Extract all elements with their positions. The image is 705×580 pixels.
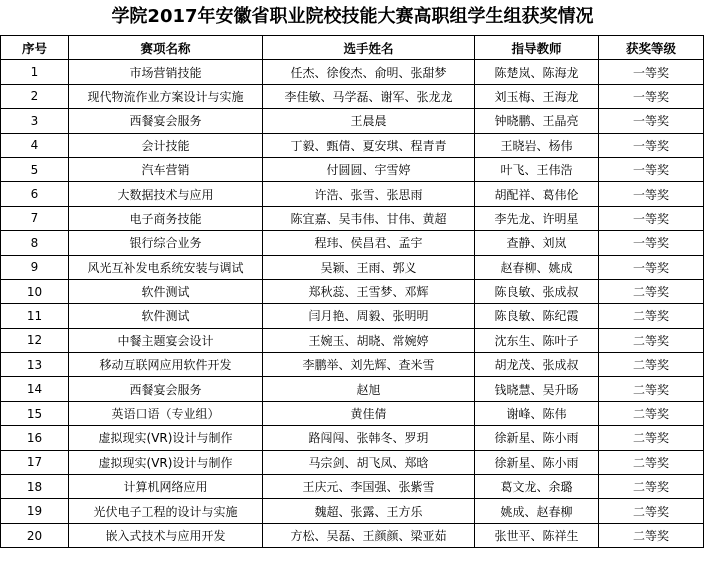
cell-award: 二等奖 <box>599 523 704 547</box>
cell-players: 郑秋蕊、王雪梦、邓辉 <box>263 279 475 303</box>
column-header-event: 赛项名称 <box>69 36 263 60</box>
cell-event: 虚拟现实(VR)设计与制作 <box>69 450 263 474</box>
column-header-players: 选手姓名 <box>263 36 475 60</box>
table-row <box>1 60 704 84</box>
cell-no: 8 <box>1 231 69 255</box>
cell-award: 一等奖 <box>599 157 704 181</box>
cell-teachers: 徐新星、陈小雨 <box>475 450 599 474</box>
cell-teachers: 胡龙茂、张成叔 <box>475 353 599 377</box>
cell-award: 二等奖 <box>599 475 704 499</box>
cell-award: 一等奖 <box>599 231 704 255</box>
table-row <box>1 255 704 279</box>
cell-players: 马宗剑、胡飞凤、郑晗 <box>263 450 475 474</box>
cell-event: 大数据技术与应用 <box>69 182 263 206</box>
cell-teachers: 沈东生、陈叶子 <box>475 328 599 352</box>
cell-teachers: 谢峰、陈伟 <box>475 401 599 425</box>
table-row <box>1 353 704 377</box>
table-row <box>1 401 704 425</box>
cell-players: 陈宜嘉、吴韦伟、甘伟、黄超 <box>263 206 475 230</box>
cell-players: 方松、吴磊、王颜颜、梁亚茹 <box>263 523 475 547</box>
cell-event: 电子商务技能 <box>69 206 263 230</box>
table-row <box>1 523 704 547</box>
cell-no: 6 <box>1 182 69 206</box>
cell-no: 17 <box>1 450 69 474</box>
cell-award: 二等奖 <box>599 279 704 303</box>
cell-award: 二等奖 <box>599 377 704 401</box>
cell-players: 路闯闯、张韩冬、罗玥 <box>263 426 475 450</box>
table-row <box>1 328 704 352</box>
cell-event: 银行综合业务 <box>69 231 263 255</box>
cell-teachers: 葛文龙、余璐 <box>475 475 599 499</box>
cell-award: 一等奖 <box>599 206 704 230</box>
cell-award: 二等奖 <box>599 353 704 377</box>
cell-no: 11 <box>1 304 69 328</box>
cell-teachers: 陈楚岚、陈海龙 <box>475 60 599 84</box>
table-row <box>1 304 704 328</box>
cell-award: 一等奖 <box>599 109 704 133</box>
cell-award: 一等奖 <box>599 60 704 84</box>
table-row <box>1 426 704 450</box>
cell-award: 二等奖 <box>599 499 704 523</box>
cell-award: 二等奖 <box>599 426 704 450</box>
table-row <box>1 231 704 255</box>
cell-award: 二等奖 <box>599 304 704 328</box>
cell-teachers: 陈良敏、陈纪霞 <box>475 304 599 328</box>
cell-event: 嵌入式技术与应用开发 <box>69 523 263 547</box>
table-row <box>1 182 704 206</box>
cell-event: 西餐宴会服务 <box>69 109 263 133</box>
cell-teachers: 胡配祥、葛伟伦 <box>475 182 599 206</box>
column-header-award: 获奖等级 <box>599 36 704 60</box>
cell-no: 1 <box>1 60 69 84</box>
cell-teachers: 钱晓慧、吴升旸 <box>475 377 599 401</box>
cell-no: 12 <box>1 328 69 352</box>
cell-award: 一等奖 <box>599 182 704 206</box>
cell-no: 18 <box>1 475 69 499</box>
cell-event: 光伏电子工程的设计与实施 <box>69 499 263 523</box>
cell-event: 英语口语（专业组） <box>69 401 263 425</box>
cell-no: 3 <box>1 109 69 133</box>
cell-players: 丁毅、甄倩、夏安琪、程青青 <box>263 133 475 157</box>
cell-event: 汽车营销 <box>69 157 263 181</box>
table-row <box>1 109 704 133</box>
cell-award: 一等奖 <box>599 84 704 108</box>
cell-teachers: 陈良敏、张成叔 <box>475 279 599 303</box>
cell-players: 李鹏举、刘先辉、查米雪 <box>263 353 475 377</box>
cell-no: 2 <box>1 84 69 108</box>
cell-players: 付圆圆、宇雪婷 <box>263 157 475 181</box>
cell-players: 王庆元、李国强、张紫雪 <box>263 475 475 499</box>
cell-event: 会计技能 <box>69 133 263 157</box>
cell-award: 二等奖 <box>599 328 704 352</box>
cell-no: 5 <box>1 157 69 181</box>
cell-teachers: 钟晓鹏、王晶亮 <box>475 109 599 133</box>
cell-no: 20 <box>1 523 69 547</box>
cell-teachers: 刘玉梅、王海龙 <box>475 84 599 108</box>
cell-teachers: 赵春柳、姚成 <box>475 255 599 279</box>
header-row <box>1 36 704 60</box>
page-title: 学院2017年安徽省职业院校技能大赛高职组学生组获奖情况 <box>111 6 594 27</box>
cell-event: 移动互联网应用软件开发 <box>69 353 263 377</box>
cell-no: 10 <box>1 279 69 303</box>
cell-players: 王婉玉、胡晓、常婉婷 <box>263 328 475 352</box>
cell-players: 任杰、徐俊杰、俞明、张甜梦 <box>263 60 475 84</box>
cell-no: 19 <box>1 499 69 523</box>
cell-players: 闫月艳、周毅、张明明 <box>263 304 475 328</box>
cell-event: 虚拟现实(VR)设计与制作 <box>69 426 263 450</box>
cell-no: 15 <box>1 401 69 425</box>
table-row <box>1 206 704 230</box>
table-row <box>1 84 704 108</box>
cell-teachers: 姚成、赵春柳 <box>475 499 599 523</box>
cell-players: 魏超、张露、王方乐 <box>263 499 475 523</box>
table-row <box>1 133 704 157</box>
cell-teachers: 李先龙、许明星 <box>475 206 599 230</box>
cell-event: 软件测试 <box>69 279 263 303</box>
cell-no: 14 <box>1 377 69 401</box>
cell-no: 9 <box>1 255 69 279</box>
column-header-no: 序号 <box>1 36 69 60</box>
award-table <box>0 35 704 548</box>
cell-award: 一等奖 <box>599 255 704 279</box>
cell-no: 13 <box>1 353 69 377</box>
cell-players: 王晨晨 <box>263 109 475 133</box>
cell-event: 中餐主题宴会设计 <box>69 328 263 352</box>
cell-event: 计算机网络应用 <box>69 475 263 499</box>
cell-award: 二等奖 <box>599 450 704 474</box>
cell-no: 4 <box>1 133 69 157</box>
cell-no: 7 <box>1 206 69 230</box>
cell-teachers: 叶飞、王伟浩 <box>475 157 599 181</box>
cell-teachers: 查静、刘岚 <box>475 231 599 255</box>
cell-players: 李佳敏、马学磊、谢军、张龙龙 <box>263 84 475 108</box>
cell-players: 黄佳倩 <box>263 401 475 425</box>
cell-event: 风光互补发电系统安装与调试 <box>69 255 263 279</box>
cell-event: 西餐宴会服务 <box>69 377 263 401</box>
cell-players: 赵旭 <box>263 377 475 401</box>
cell-award: 二等奖 <box>599 401 704 425</box>
column-header-teachers: 指导教师 <box>475 36 599 60</box>
cell-players: 吴颖、王雨、郭义 <box>263 255 475 279</box>
cell-teachers: 徐新星、陈小雨 <box>475 426 599 450</box>
cell-event: 市场营销技能 <box>69 60 263 84</box>
cell-event: 现代物流作业方案设计与实施 <box>69 84 263 108</box>
table-row <box>1 475 704 499</box>
table-row <box>1 450 704 474</box>
table-body <box>1 60 704 548</box>
table-row <box>1 377 704 401</box>
table-row <box>1 279 704 303</box>
cell-players: 程玮、侯昌君、孟宇 <box>263 231 475 255</box>
cell-no: 16 <box>1 426 69 450</box>
cell-event: 软件测试 <box>69 304 263 328</box>
cell-award: 一等奖 <box>599 133 704 157</box>
cell-teachers: 张世平、陈祥生 <box>475 523 599 547</box>
cell-players: 许浩、张雪、张思雨 <box>263 182 475 206</box>
cell-teachers: 王晓岩、杨伟 <box>475 133 599 157</box>
table-row <box>1 499 704 523</box>
table-row <box>1 157 704 181</box>
